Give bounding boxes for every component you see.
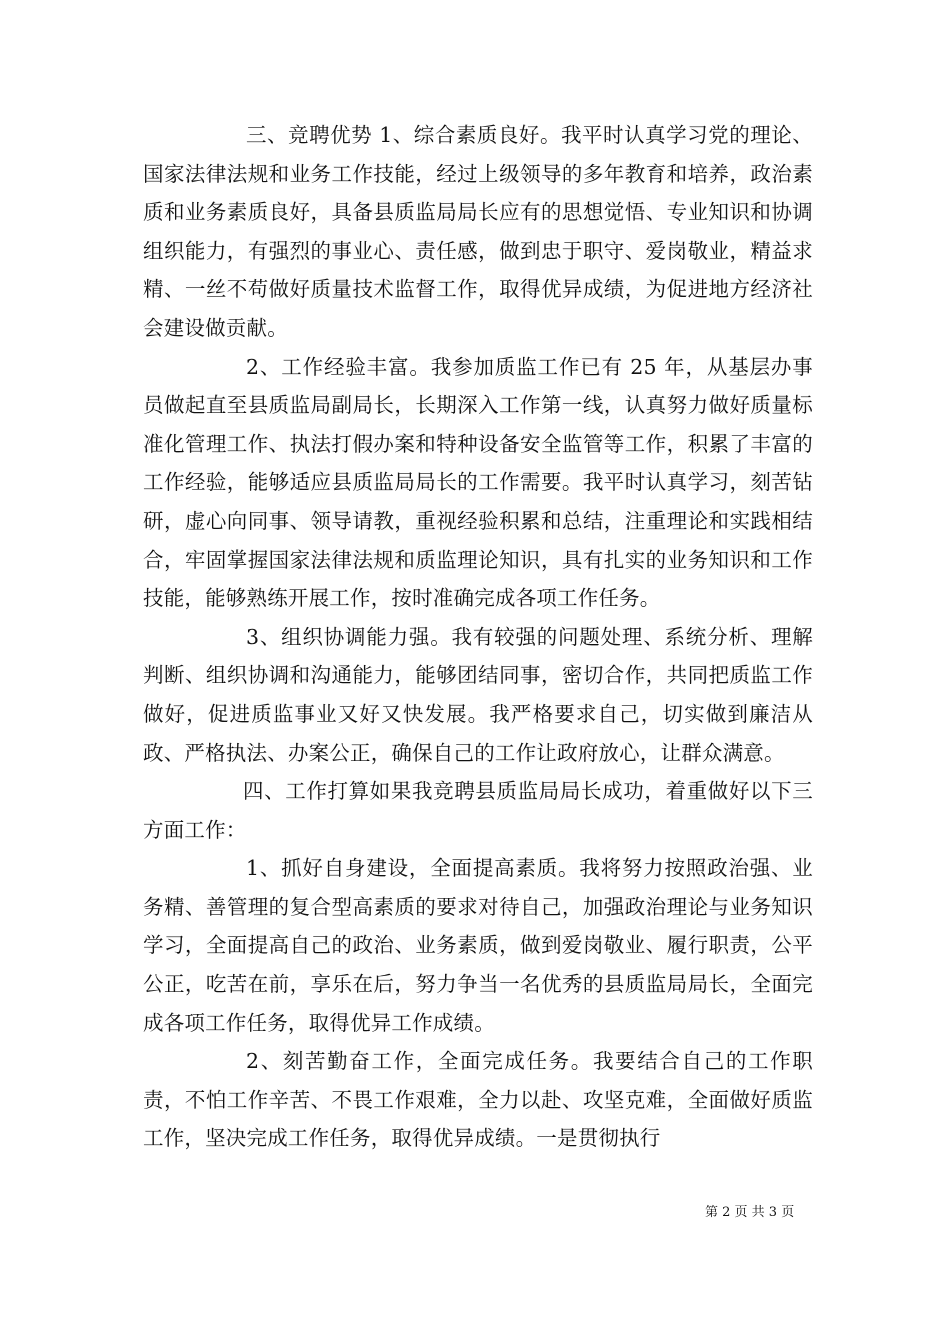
paragraph-self-development: 1、抓好自身建设，全面提高素质。我将努力按照政治强、业务精、善管理的复合型高素质的要求对待自己，加强政治理论与业务知识学习，全面提高自己的政治、业务素质，做到爱岗敬业、履行职责，公平公正，吃苦在前，享乐在后，努力争当一名优秀的县质监局局长，全面完成各项工作任务，取得优异工作成绩。 — [143, 856, 813, 1035]
paragraph-diligent-work: 2、刻苦勤奋工作，全面完成任务。我要结合自己的工作职责，不怕工作辛苦、不畏工作艰难，全力以赴、攻坚克难，全面做好质监工作，坚决完成工作任务，取得优异成绩。一是贯彻执行 — [143, 1049, 813, 1151]
paragraph-coordination-ability: 3、组织协调能力强。我有较强的问题处理、系统分析、理解判断、组织协调和沟通能力，能够团结同事，密切合作，共同把质监工作做好，促进质监事业又好又快发展。我严格要求自己，切实做到廉洁从政、严格执法、办案公正，确保自己的工作让政府放心，让群众满意。 — [143, 624, 813, 765]
paragraph-work-plan: 四、工作打算如果我竞聘县质监局局长成功，着重做好以下三方面工作： — [143, 779, 813, 842]
document-body — [143, 116, 813, 1158]
paragraph-competitive-advantages: 三、竞聘优势 1、综合素质良好。我平时认真学习党的理论、国家法律法规和业务工作技能，经过上级领导的多年教育和培养，政治素质和业务素质良好，具备县质监局局长应有的思想觉悟、专业知识和协调组织能力，有强烈的事业心、责任感，做到忠于职守、爱岗敬业，精益求精、一丝不苟做好质量技术监督工作，取得优异成绩，为促进地方经济社会建设做贡献。 — [143, 123, 813, 340]
paragraph-work-experience: 2、工作经验丰富。我参加质监工作已有 25 年，从基层办事员做起直至县质监局副局长，长期深入工作第一线，认真努力做好质量标准化管理工作、执法打假办案和特种设备安全监管等工作，积累了丰富的工作经验，能够适应县质监局局长的工作需要。我平时认真学习，刻苦钻研，虚心向同事、领导请教，重视经验积累和总结，注重理论和实践相结合，牢固掌握国家法律法规和质监理论知识，具有扎实的业务知识和工作技能，能够熟练开展工作，按时准确完成各项工作任务。 — [143, 354, 813, 611]
page-number-footer: 第 2 页 共 3 页 — [705, 1205, 795, 1220]
